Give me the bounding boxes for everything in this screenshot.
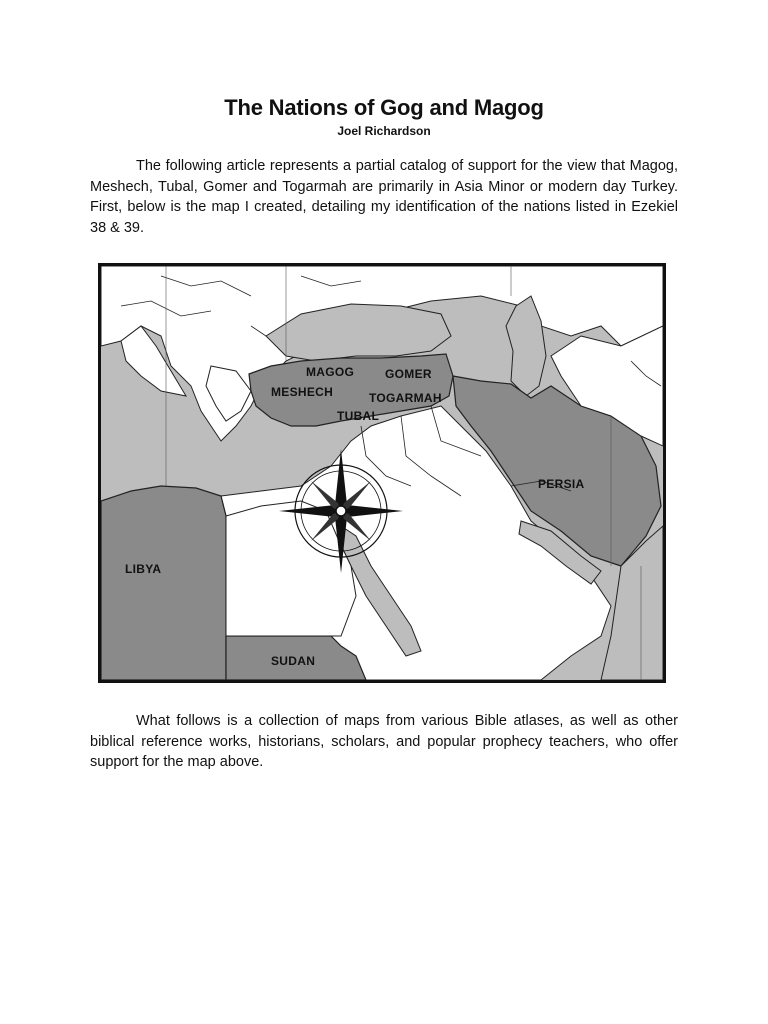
label-libya: LIBYA [125, 562, 162, 576]
label-sudan: SUDAN [271, 654, 316, 668]
libya-region [101, 486, 226, 680]
page-title: The Nations of Gog and Magog [224, 95, 544, 120]
label-magog: MAGOG [306, 365, 355, 379]
label-persia: PERSIA [538, 477, 585, 491]
author-name: Joel Richardson [337, 124, 431, 138]
nations-map [98, 263, 666, 683]
label-meshech: MESHECH [271, 385, 334, 399]
followup-paragraph: What follows is a collection of maps from various Bible atlases, as well as other biblical reference works, historians, scholars, and popular prophecy teachers, who offer support for the map above. [90, 713, 678, 770]
label-tubal: TUBAL [337, 409, 380, 423]
map-graphic [101, 266, 663, 680]
label-togarmah: TOGARMAH [369, 391, 442, 405]
intro-paragraph: The following article represents a partial catalog of support for the view that Magog, Meshech, Tubal, Gomer and Togarmah are primarily in Asia Minor or modern day Turkey. First, below is the map I created, detailing my identification of the nations listed in Ezekiel 38 & 39. [90, 158, 678, 236]
label-gomer: GOMER [385, 367, 432, 381]
